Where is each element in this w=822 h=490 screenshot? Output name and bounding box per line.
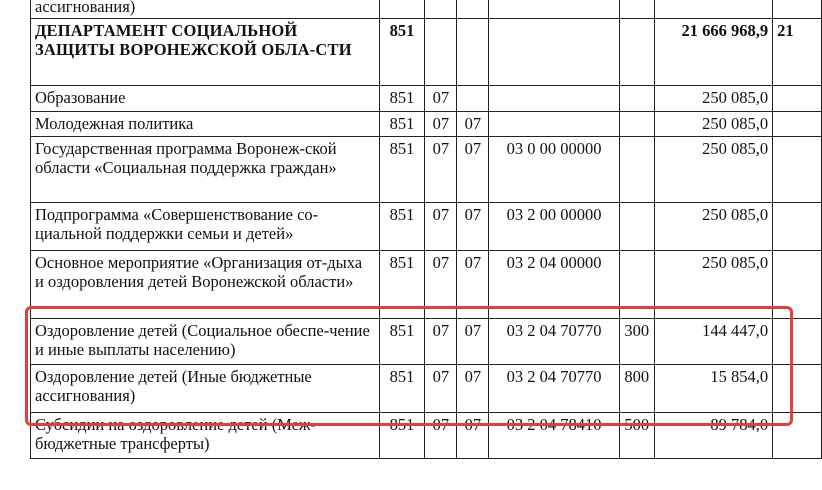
row-expense: 500 — [619, 413, 654, 459]
row-name: Оздоровление детей (Иные бюджетные ассигнования) — [31, 365, 380, 413]
table-row — [31, 112, 822, 137]
table-row — [31, 19, 822, 86]
row-code: 851 — [379, 319, 425, 365]
row-amount-next — [773, 413, 822, 459]
row-amount-next — [773, 251, 822, 319]
row-name: Образование — [31, 86, 380, 112]
row-name: ассигнования) — [31, 0, 380, 19]
row-amount-next — [773, 0, 822, 19]
row-amount: 21 666 968,9 — [654, 19, 772, 86]
row-section: 07 — [425, 251, 457, 319]
row-amount-next — [773, 365, 822, 413]
row-expense — [619, 251, 654, 319]
row-code: 851 — [379, 203, 425, 251]
row-expense — [619, 203, 654, 251]
row-subsection: 07 — [457, 365, 489, 413]
row-expense — [619, 86, 654, 112]
department-name: ДЕПАРТАМЕНТ СОЦИАЛЬНОЙ ЗАЩИТЫ ВОРОНЕЖСКОЙ ОБЛА-СТИ — [31, 19, 380, 86]
table-row — [31, 251, 822, 319]
row-name: Субсидии на оздоровление детей (Меж-бюджетные трансферты) — [31, 413, 380, 459]
row-amount — [654, 0, 772, 19]
table-row — [31, 319, 822, 365]
row-amount-next — [773, 137, 822, 203]
table-row — [31, 413, 822, 459]
row-subsection — [457, 0, 489, 19]
row-amount: 250 085,0 — [654, 251, 772, 319]
row-expense — [619, 112, 654, 137]
row-subsection: 07 — [457, 319, 489, 365]
row-amount: 250 085,0 — [654, 86, 772, 112]
row-target: 03 2 04 70770 — [489, 365, 619, 413]
row-subsection — [457, 86, 489, 112]
row-amount-next — [773, 112, 822, 137]
row-subsection: 07 — [457, 137, 489, 203]
row-section: 07 — [425, 203, 457, 251]
row-expense: 800 — [619, 365, 654, 413]
table-row — [31, 365, 822, 413]
row-code: 851 — [379, 137, 425, 203]
row-code: 851 — [379, 19, 425, 86]
row-name: Государственная программа Воронеж-ской области «Социальная поддержка граждан» — [31, 137, 380, 203]
row-section: 07 — [425, 112, 457, 137]
row-section: 07 — [425, 86, 457, 112]
row-code — [379, 0, 425, 19]
table-row — [31, 137, 822, 203]
row-code: 851 — [379, 112, 425, 137]
row-name: Подпрограмма «Совершенствование со-циальной поддержки семьи и детей» — [31, 203, 380, 251]
row-code: 851 — [379, 86, 425, 112]
row-section: 07 — [425, 137, 457, 203]
row-amount: 250 085,0 — [654, 112, 772, 137]
row-subsection: 07 — [457, 251, 489, 319]
row-target — [489, 86, 619, 112]
row-amount-next — [773, 319, 822, 365]
row-subsection: 07 — [457, 203, 489, 251]
row-expense: 300 — [619, 319, 654, 365]
row-target: 03 2 04 78410 — [489, 413, 619, 459]
row-subsection — [457, 19, 489, 86]
row-amount: 144 447,0 — [654, 319, 772, 365]
row-target: 03 2 04 00000 — [489, 251, 619, 319]
row-target — [489, 0, 619, 19]
table-row — [31, 203, 822, 251]
row-code: 851 — [379, 365, 425, 413]
row-name: Оздоровление детей (Социальное обеспе-чение и иные выплаты населению) — [31, 319, 380, 365]
table-row — [31, 0, 822, 19]
row-section — [425, 19, 457, 86]
row-expense — [619, 19, 654, 86]
budget-table — [30, 0, 822, 459]
row-amount: 250 085,0 — [654, 137, 772, 203]
row-subsection: 07 — [457, 112, 489, 137]
row-amount: 250 085,0 — [654, 203, 772, 251]
row-expense — [619, 0, 654, 19]
row-subsection: 07 — [457, 413, 489, 459]
row-amount-next — [773, 86, 822, 112]
row-code: 851 — [379, 251, 425, 319]
row-expense — [619, 137, 654, 203]
row-amount: 15 854,0 — [654, 365, 772, 413]
row-section: 07 — [425, 413, 457, 459]
table-row — [31, 86, 822, 112]
row-target — [489, 112, 619, 137]
row-target — [489, 19, 619, 86]
row-amount-next: 21 — [773, 19, 822, 86]
row-target: 03 0 00 00000 — [489, 137, 619, 203]
row-section: 07 — [425, 365, 457, 413]
row-section — [425, 0, 457, 19]
row-amount: 89 784,0 — [654, 413, 772, 459]
row-name: Основное мероприятие «Организация от-дыха и оздоровления детей Воронежской области» — [31, 251, 380, 319]
row-target: 03 2 04 70770 — [489, 319, 619, 365]
row-section: 07 — [425, 319, 457, 365]
row-name: Молодежная политика — [31, 112, 380, 137]
row-amount-next — [773, 203, 822, 251]
row-code: 851 — [379, 413, 425, 459]
row-target: 03 2 00 00000 — [489, 203, 619, 251]
